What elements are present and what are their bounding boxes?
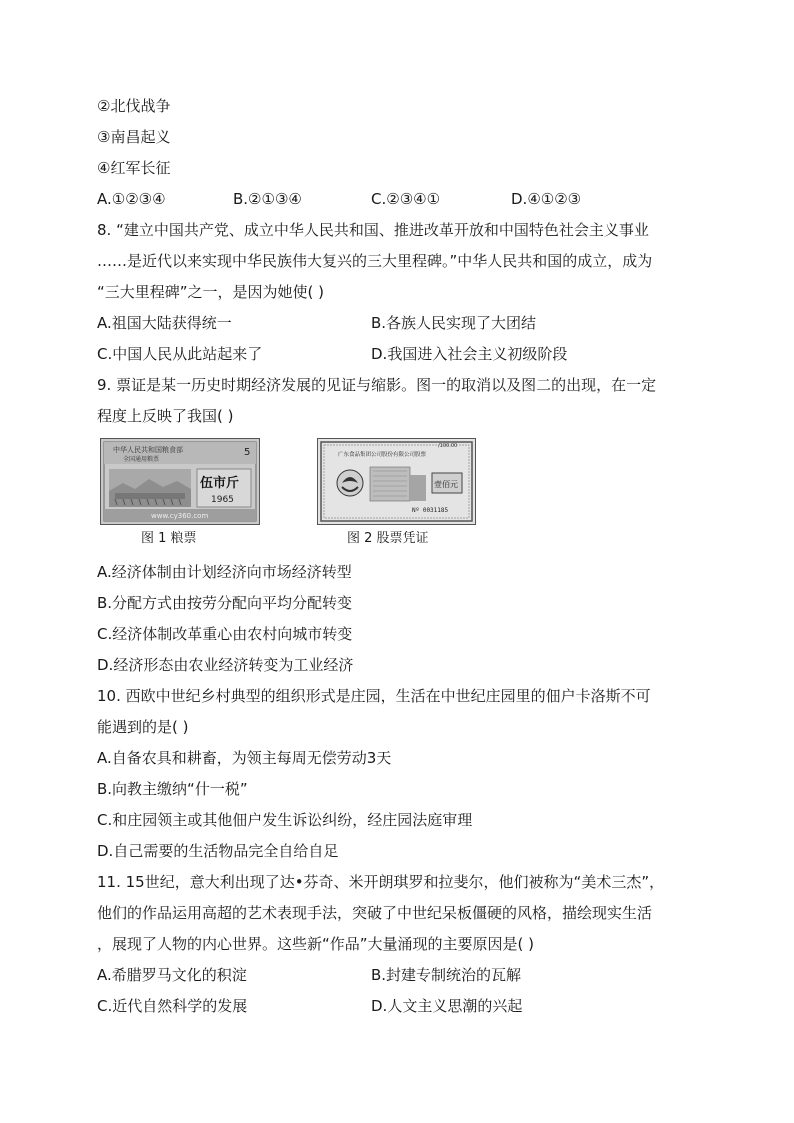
q7-option-c: C.②③④① [371, 190, 441, 208]
q7-option-a: A.①②③④ [97, 190, 166, 208]
certificate-serial: Nº 0031185 [412, 507, 449, 514]
q11-stem-line-1: 11. 15世纪，意大利出现了达•芬奇、米开朗琪罗和拉斐尔，他们被称为“美术三杰”， [97, 873, 665, 891]
coupon-header: 中华人民共和国粮食部 [113, 446, 183, 454]
q9-stem-line-1: 9. 票证是某一历史时期经济发展的见证与缩影。图一的取消以及图二的出现，在一定 [97, 376, 657, 394]
q9-stem-line-2: 程度上反映了我国( ) [97, 407, 234, 425]
q8-option-a: A.祖国大陆获得统一 [97, 314, 232, 332]
coupon-site: www.cy360.com [151, 512, 209, 520]
q8-option-b: B.各族人民实现了大团结 [371, 314, 537, 332]
q11-option-b: B.封建专制统治的瓦解 [371, 966, 522, 984]
q8-stem-line-3: “三大里程碑”之一，是因为她使( ) [97, 283, 325, 301]
q11-stem-line-2: 他们的作品运用高超的艺术表现手法，突破了中世纪呆板僵硬的风格，描绘现实生活 [97, 904, 653, 922]
stock-certificate-image [317, 438, 476, 525]
q11-option-a: A.希腊罗马文化的积淀 [97, 966, 247, 984]
stock-certificate-graphic [318, 439, 475, 524]
q10-option-b: B.向教主缴纳“什一税” [97, 780, 248, 798]
q7-option-d: D.④①②③ [511, 190, 582, 208]
coupon-year: 1965 [211, 495, 234, 505]
q9-option-c: C.经济体制改革重心由农村向城市转变 [97, 625, 353, 643]
figure-2-caption: 图 2 股票凭证 [347, 531, 429, 546]
figure-1-caption: 图 1 粮票 [141, 531, 197, 546]
certificate-value: 壹佰元 [434, 480, 458, 489]
coupon-subheader: 全国通用粮票 [123, 456, 160, 463]
q8-option-c: C.中国人民从此站起来了 [97, 345, 263, 363]
certificate-corner: /100.00 [438, 443, 458, 449]
q8-stem-line-1: 8. “建立中国共产党、成立中华人民共和国、推进改革开放和中国特色社会主义事业 [97, 221, 649, 239]
q11-stem-line-3: ，展现了人物的内心世界。这些新“作品”大量涌现的主要原因是( ) [97, 935, 535, 953]
q10-option-c: C.和庄园领主或其他佃户发生诉讼纠纷，经庄园法庭审理 [97, 811, 473, 829]
coupon-number: 5 [244, 447, 251, 458]
q7-item-4: ④红军长征 [97, 159, 171, 177]
q10-option-a: A.自备农具和耕畜，为领主每周无偿劳动3天 [97, 749, 392, 767]
coupon-denomination: 伍市斤 [200, 476, 240, 491]
q7-item-2: ②北伐战争 [97, 97, 171, 115]
q7-item-3: ③南昌起义 [97, 128, 171, 146]
grain-coupon-image [100, 438, 260, 525]
q8-stem-line-2: ……是近代以来实现中华民族伟大复兴的三大里程碑。”中华人民共和国的成立，成为 [97, 252, 653, 270]
q7-option-b: B.②①③④ [233, 190, 302, 208]
q10-stem-line-1: 10. 西欧中世纪乡村典型的组织形式是庄园，生活在中世纪庄园里的佃户卡洛斯不可 [97, 687, 651, 705]
q9-option-b: B.分配方式由按劳分配向平均分配转变 [97, 594, 353, 612]
certificate-header: 广东食品集团公司股份有限公司股票 [338, 452, 427, 458]
q9-option-a: A.经济体制由计划经济向市场经济转型 [97, 563, 352, 581]
q10-option-d: D.自己需要的生活物品完全自给自足 [97, 842, 339, 860]
q8-option-d: D.我国进入社会主义初级阶段 [371, 345, 568, 363]
q10-stem-line-2: 能遇到的是( ) [97, 718, 189, 736]
q11-option-d: D.人文主义思潮的兴起 [371, 997, 523, 1015]
grain-coupon-graphic [101, 439, 259, 524]
q9-option-d: D.经济形态由农业经济转变为工业经济 [97, 656, 354, 674]
q11-option-c: C.近代自然科学的发展 [97, 997, 248, 1015]
